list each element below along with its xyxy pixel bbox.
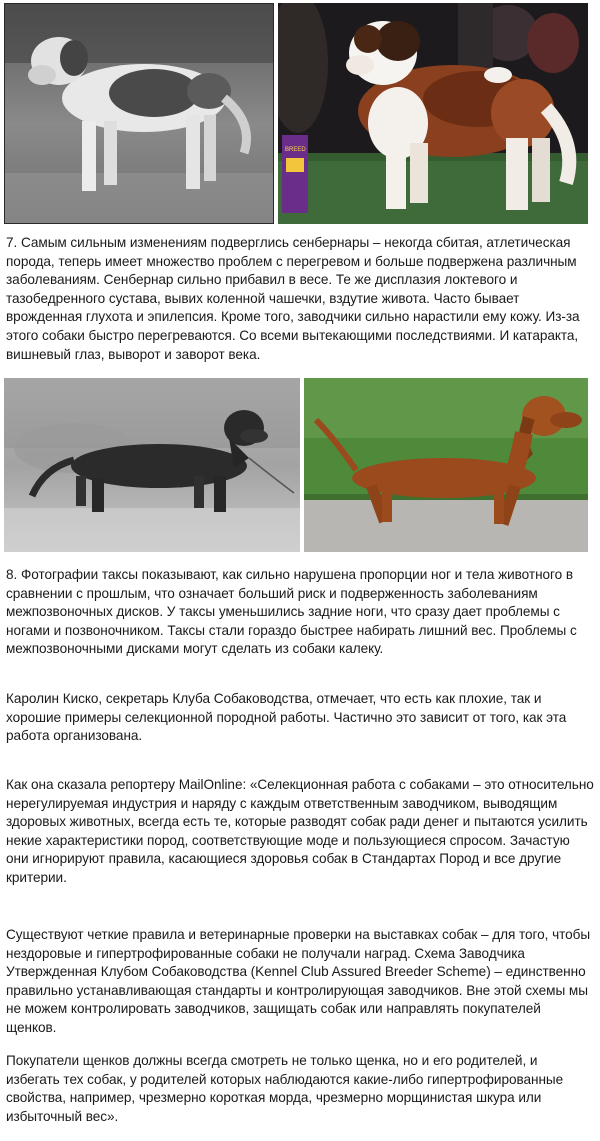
dachshund-paragraph: 8. Фотографии таксы показывают, как сильно нарушена пропорции ног и тела животного в сравнении с прошлым, что означает больший риск и подверженность заболеваниям межпозвоночных дисков. У таксы уменьшились задние ноги, что сразу дает проблемы с ногами и позвоночником. Таксы стали гораздо быстрее набирать лишний вес. Проблемы с межпозвоночными дисками могут сделать из собаки калеку. bbox=[6, 567, 577, 657]
modern-dachshund-photo bbox=[304, 378, 588, 552]
saint-bernard-comparison bbox=[4, 3, 588, 224]
kennel-club-secretary-paragraph: Каролин Киско, секретарь Клуба Собаководства, отмечает, что есть как плохие, так и хорошие примеры селекционной породной работы. Частично это зависит от того, как эта работа организована. bbox=[6, 691, 567, 744]
vintage-dachshund-photo bbox=[4, 378, 300, 552]
modern-saint-bernard-photo bbox=[278, 3, 588, 224]
mailonline-quote-paragraph: Как она сказала репортеру MailOnline: «Селекционная работа с собаками – это относительно нерегулируемая индустрия и наряду с каждым ответственным заводчиком, выводящим здоровых животных, всегда есть те, которые разводят собак ради денег и пытаются усилить некие характеристики пород, соответствующие моде и пользующиеся спросом. Зачастую они игнорируют правила, касающиеся здоровья собак в Стандартах Пород и все другие критерии. bbox=[6, 777, 594, 885]
vintage-saint-bernard-photo bbox=[4, 3, 274, 224]
breeder-scheme-paragraph: Существуют четкие правила и ветеринарные проверки на выставках собак – для того, чтобы нездоровые и гипертрофированные собаки не получали наград. Схема Заводчика Утвержденная Клубом Собаководства (Kennel Club Assured Breeder Scheme) – единственно правильно устанавливающая стандарты и контролирующая заводчиков. Вне этой схемы мы не можем контролировать заводчиков, защищать собак или направлять покупателей щенков. bbox=[6, 927, 591, 1035]
saint-bernard-paragraph: 7. Самым сильным изменениям подверглись сенбернары – некогда сбитая, атлетическая порода, теперь имеет множество проблем с перегревом и больше подвержена различным заболеваниям. Сенбернар сильно прибавил в весе. Те же дисплазия локтевого и тазобедренного сустава, вывих коленной чашечки, вздутие живота. Часто бывает врожденная глухота и эпилепсия. Кроме того, заводчики сильно нарастили ему кожу. Из-за этого собаки быстро перегреваются. Со всеми вытекающими последствиями. И катаракта, вишневый глаз, выворот и заворот века. bbox=[6, 235, 580, 362]
dachshund-comparison bbox=[4, 378, 588, 552]
breed-sign-text: BREED bbox=[285, 147, 306, 153]
puppy-buyers-advice-paragraph: Покупатели щенков должны всегда смотреть не только щенка, но и его родителей, и избегать тех собак, у родителей которых наблюдаются какие-либо гипертрофированные свойства, например, чрезмерно короткая морда, чрезмерно морщинистая шкура или избыточный вес». bbox=[6, 1053, 564, 1124]
